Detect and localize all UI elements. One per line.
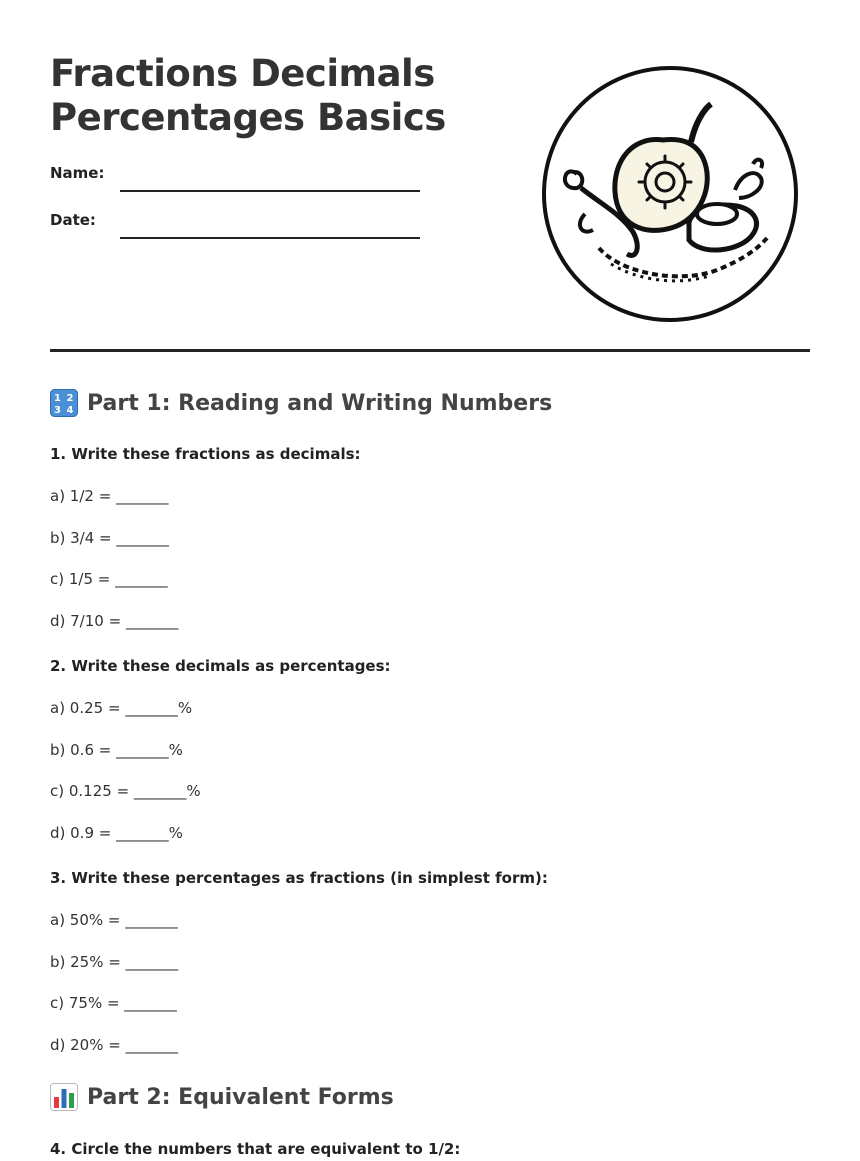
question-1d: d) 7/10 = _______ — [50, 612, 179, 630]
part1-title-text: Part 1: Reading and Writing Numbers — [87, 390, 553, 416]
svg-text:2: 2 — [66, 393, 74, 404]
part2-title — [50, 1083, 394, 1111]
question-1b: b) 3/4 = _______ — [50, 529, 169, 547]
question-3b: b) 25% = _______ — [50, 953, 179, 971]
title-line-1: Fractions Decimals — [50, 52, 435, 95]
svg-text:4: 4 — [66, 405, 74, 416]
question-3-heading: 3. Write these percentages as fractions (in simplest form): — [50, 869, 548, 887]
numbers-1234-icon — [50, 389, 78, 417]
question-2-heading: 2. Write these decimals as percentages: — [50, 657, 391, 675]
question-3a: a) 50% = _______ — [50, 911, 178, 929]
question-4-heading: 4. Circle the numbers that are equivalent to 1/2: — [50, 1140, 461, 1158]
question-1c: c) 1/5 = _______ — [50, 570, 168, 588]
question-2d: d) 0.9 = _______% — [50, 824, 183, 842]
fruit-illustration-icon — [541, 64, 799, 324]
question-1-heading: 1. Write these fractions as decimals: — [50, 445, 361, 463]
question-3d: d) 20% = _______ — [50, 1036, 179, 1054]
question-2b: b) 0.6 = _______% — [50, 741, 183, 759]
svg-text:1: 1 — [54, 393, 61, 404]
part1-title — [50, 389, 552, 417]
svg-text:3: 3 — [54, 405, 61, 416]
worksheet-title — [50, 52, 446, 140]
date-line[interactable] — [120, 237, 420, 239]
bar-chart-icon — [50, 1083, 78, 1111]
title-line-2: Percentages Basics — [50, 96, 446, 139]
name-line[interactable] — [120, 190, 420, 192]
question-1a: a) 1/2 = _______ — [50, 487, 169, 505]
date-label: Date: — [50, 211, 96, 229]
question-2c: c) 0.125 = _______% — [50, 782, 201, 800]
date-field[interactable] — [50, 211, 420, 235]
header-divider — [50, 349, 810, 352]
name-label: Name: — [50, 164, 105, 182]
question-2a: a) 0.25 = _______% — [50, 699, 193, 717]
question-3c: c) 75% = _______ — [50, 994, 177, 1012]
part2-title-text: Part 2: Equivalent Forms — [87, 1084, 394, 1110]
name-field[interactable] — [50, 164, 420, 188]
